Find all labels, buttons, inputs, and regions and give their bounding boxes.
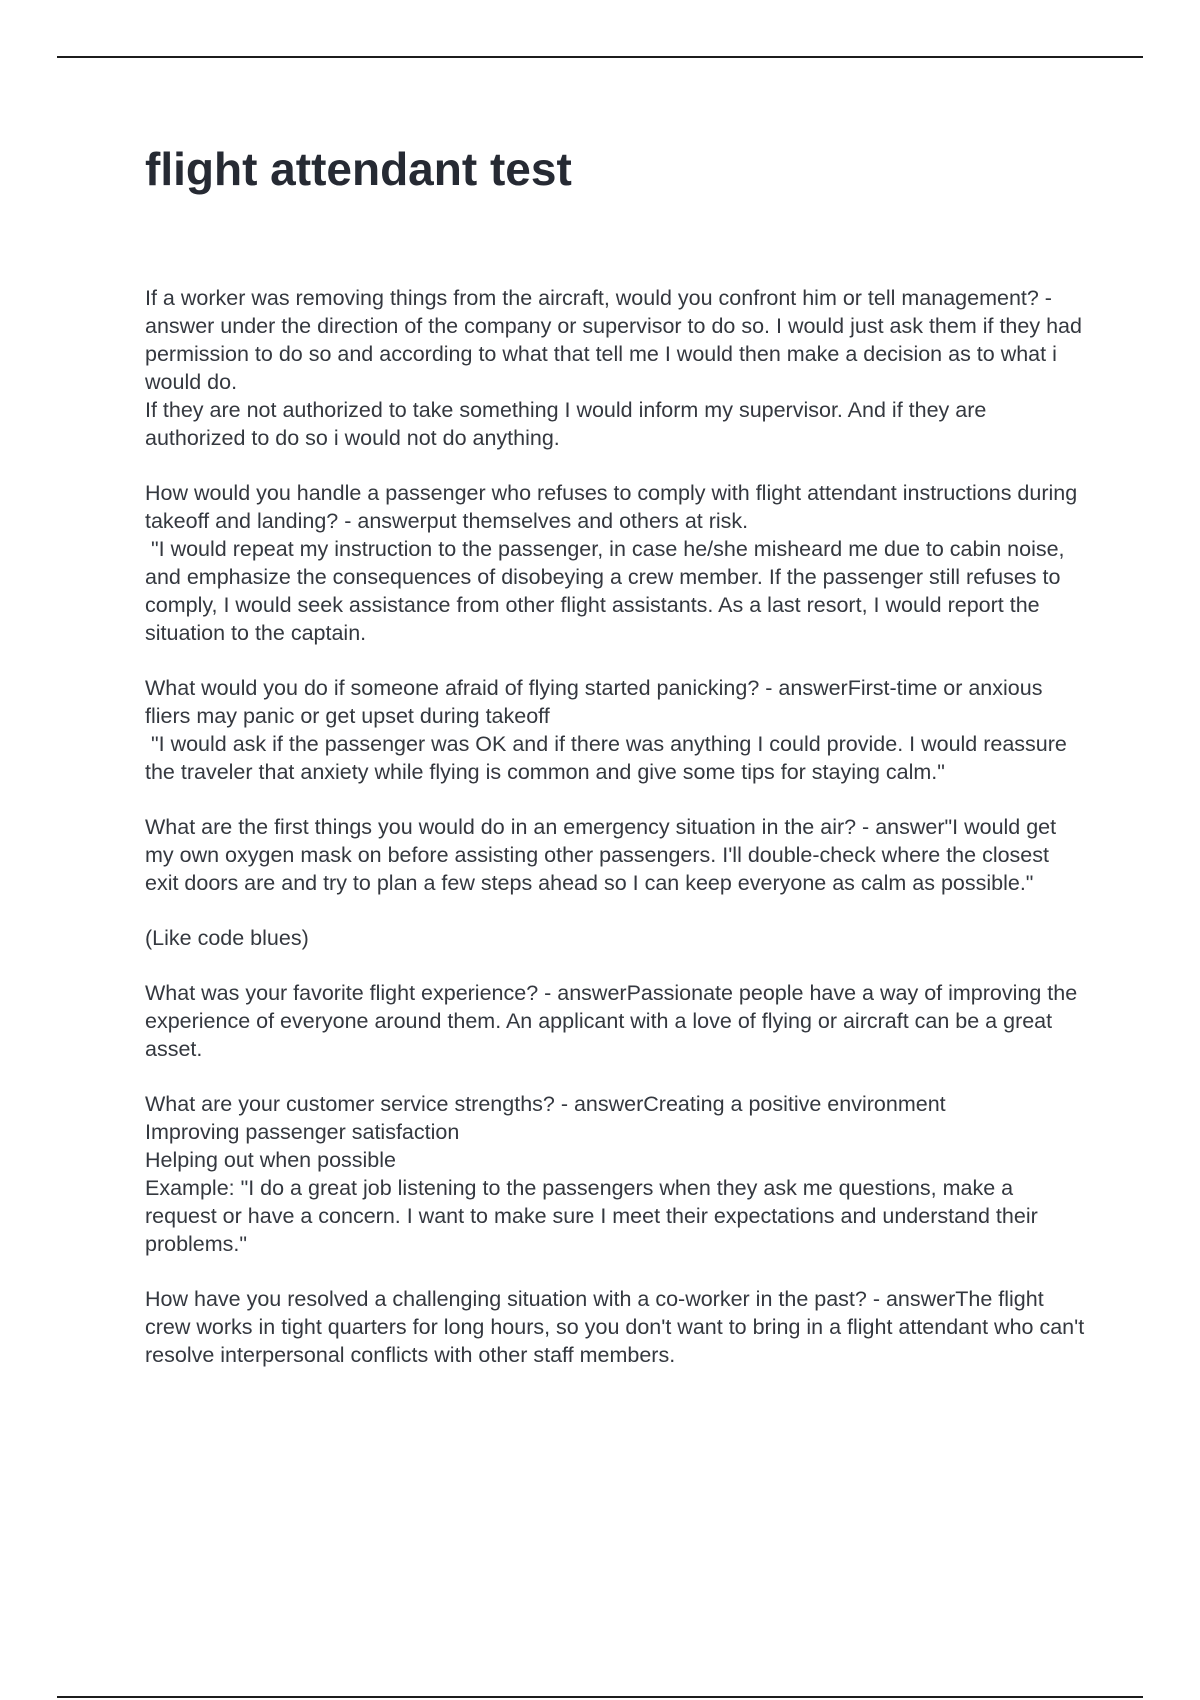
top-rule (57, 56, 1143, 58)
qa-block-4 (145, 813, 1085, 897)
qa-block-3 (145, 674, 1085, 786)
qa-block-1 (145, 284, 1088, 452)
paragraph: Example: "I do a great job listening to the passengers when they ask me questions, make a request or have a concern. I want to make sure I meet their expectations and understand their problems." (145, 1176, 1044, 1256)
qa-block-2 (145, 479, 1085, 647)
paragraph: If a worker was removing things from the aircraft, would you confront him or tell management? - answer under the direction of the company or supervisor to do so. I would just ask them if they had permission to do so and according to what that tell me I would then make a decision as to what i would do. (145, 286, 1088, 394)
qa-block-5 (145, 924, 1085, 952)
paragraph: If they are not authorized to take something I would inform my supervisor. And if they are authorized to do so i would not do anything. (145, 398, 993, 450)
paragraph: (Like code blues) (145, 926, 309, 950)
paragraph: "I would ask if the passenger was OK and if there was anything I could provide. I would reassure the traveler that anxiety while flying is common and give some tips for staying calm." (145, 732, 1073, 784)
qa-block-6 (145, 979, 1085, 1063)
qa-block-8 (145, 1285, 1091, 1369)
paragraph: What would you do if someone afraid of flying started panicking? - answerFirst-time or anxious fliers may panic or get upset during takeoff (145, 676, 1049, 728)
qa-block-7 (145, 1090, 1085, 1258)
paragraph: What was your favorite flight experience? - answerPassionate people have a way of improving the experience of everyone around them. An applicant with a love of flying or aircraft can be a great asset. (145, 981, 1084, 1061)
page-title: flight attendant test (145, 143, 572, 195)
bottom-rule (57, 1696, 1143, 1698)
paragraph: How would you handle a passenger who refuses to comply with flight attendant instructions during takeoff and landing? - answerput themselves and others at risk. (145, 481, 1084, 533)
paragraph: How have you resolved a challenging situation with a co-worker in the past? - answerThe flight crew works in tight quarters for long hours, so you don't want to bring in a flight attendant who can't resolve interpersonal conflicts with other staff members. (145, 1287, 1091, 1367)
paragraph: What are your customer service strengths? - answerCreating a positive environment (145, 1092, 946, 1116)
paragraph: Improving passenger satisfaction (145, 1120, 460, 1144)
paragraph: What are the first things you would do in an emergency situation in the air? - answer"I would get my own oxygen mask on before assisting other passengers. I'll double-check where the closest exit doors are and try to plan a few steps ahead so I can keep everyone as calm as possible." (145, 815, 1063, 895)
document-body (145, 284, 1091, 1396)
paragraph: Helping out when possible (145, 1148, 396, 1172)
paragraph: "I would repeat my instruction to the passenger, in case he/she misheard me due to cabin noise, and emphasize the consequences of disobeying a crew member. If the passenger still refuses to comply, I would seek assistance from other flight assistants. As a last resort, I would report the situation to the captain. (145, 537, 1071, 645)
